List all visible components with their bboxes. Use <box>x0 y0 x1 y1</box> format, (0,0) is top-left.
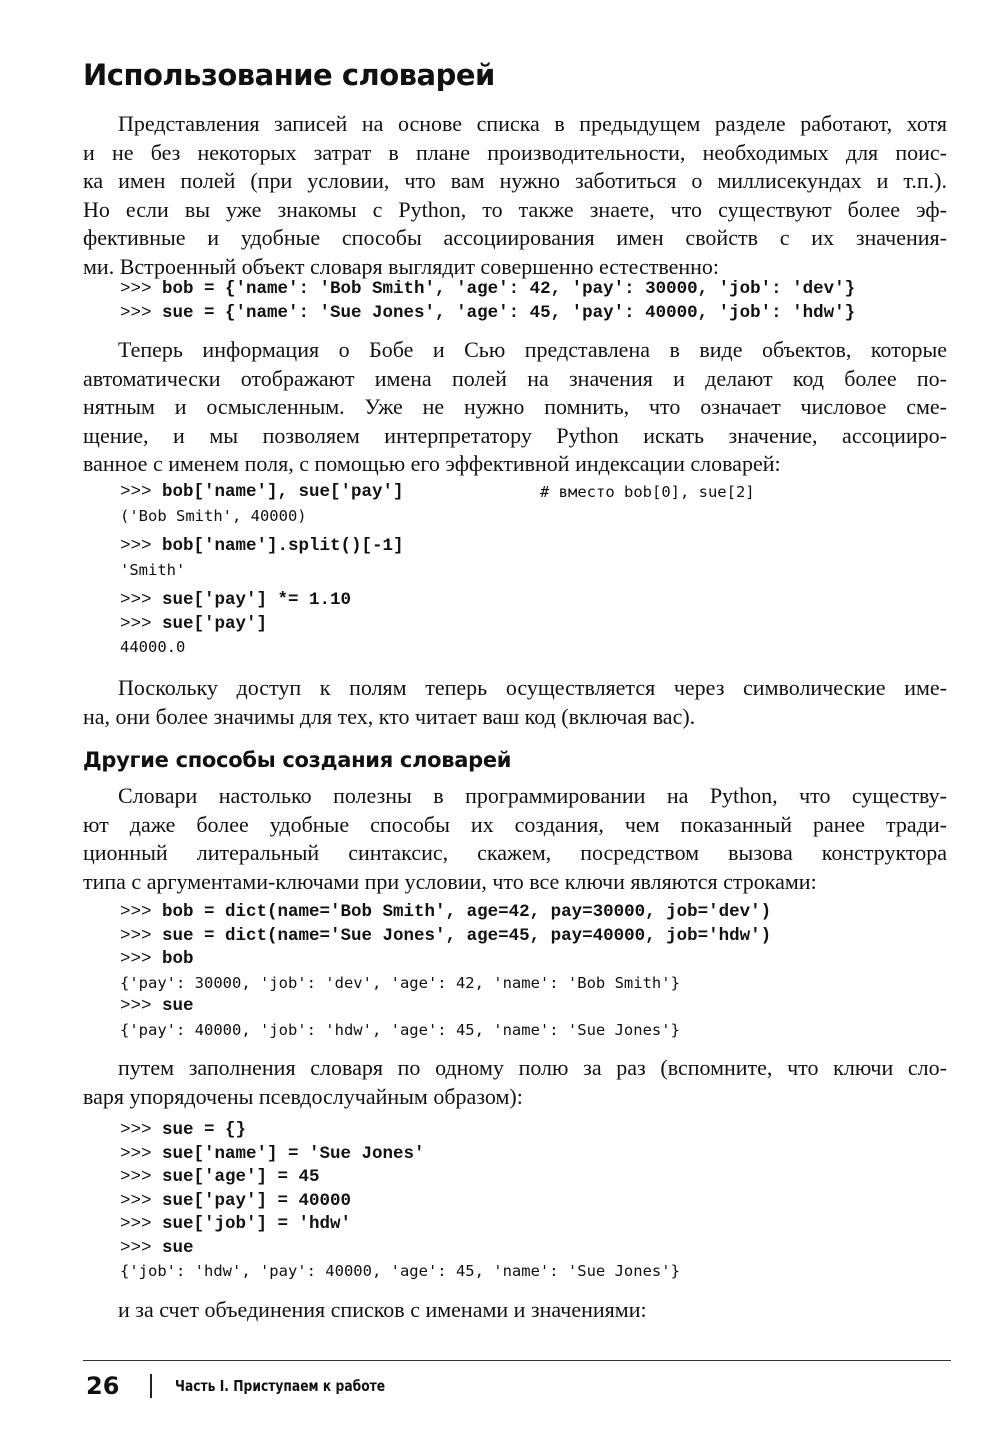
code-prompt: >>> <box>120 996 163 1016</box>
code-prompt: >>> <box>120 302 163 323</box>
code-input: bob['name'], sue['pay'] <box>162 482 404 502</box>
code-prompt: >>> <box>120 482 163 502</box>
paragraph-line: Теперь информация о Бобе и Сью представлена в виде объектов, которые <box>118 337 947 362</box>
paragraph-line: Представления записей на основе списка в предыдущем разделе работают, хотя <box>118 111 947 136</box>
code-block <box>120 278 855 325</box>
paragraph-line: и не без некоторых затрат в плане производительности, необходимых для поис- <box>83 139 947 165</box>
paragraph <box>83 336 947 479</box>
code-output: ('Bob Smith', 40000) <box>120 506 307 525</box>
paragraph-line: путем заполнения словаря по одному полю за раз (вспомните, что ключи сло- <box>118 1055 947 1080</box>
code-prompt: >>> <box>120 1214 163 1234</box>
paragraph <box>83 1054 947 1111</box>
code-input-line <box>120 535 404 559</box>
code-prompt: >>> <box>120 1190 163 1211</box>
code-input: sue = dict(name='Sue Jones', age=45, pay=40000, job='hdw') <box>162 925 772 946</box>
code-prompt: >>> <box>120 902 163 922</box>
paragraph-line: варя упорядочены псевдослучайным образом): <box>83 1083 523 1109</box>
code-gap <box>120 528 404 535</box>
code-input-line <box>120 1213 680 1237</box>
code-output-line <box>120 636 404 660</box>
footer-divider <box>150 1374 152 1398</box>
section-heading: Использование словарей <box>83 58 495 92</box>
code-output-line <box>120 559 404 583</box>
subsection-heading: Другие способы создания словарей <box>83 748 512 772</box>
code-input-line <box>120 302 855 326</box>
code-input-line <box>120 589 404 613</box>
paragraph-line: Но если вы уже знакомы с Python, то также знаете, что существуют более эф- <box>83 196 947 222</box>
page-number: 26 <box>86 1372 120 1400</box>
paragraph-line: Словари настолько полезны в программировании на Python, что существу- <box>118 783 947 808</box>
code-block <box>120 1119 680 1284</box>
paragraph-line: на, они более значимы для тех, кто читает ваш код (включая вас). <box>83 703 696 729</box>
code-output-line <box>120 972 771 996</box>
paragraph <box>83 782 947 896</box>
code-prompt: >>> <box>120 949 163 969</box>
code-input-line <box>120 1190 680 1214</box>
code-input-line <box>120 1119 680 1143</box>
paragraph-line: ют даже более удобные способы их создания, чем показанный ранее тради- <box>83 811 947 837</box>
code-input: sue <box>162 1237 194 1258</box>
code-input-line <box>120 278 855 302</box>
code-gap <box>120 582 404 589</box>
code-prompt: >>> <box>120 1120 163 1140</box>
paragraph-line: и за счет объединения списков с именами и значениями: <box>118 1297 647 1322</box>
code-output: {'pay': 30000, 'job': 'dev', 'age': 42, 'name': 'Bob Smith'} <box>120 973 680 992</box>
code-input-line <box>120 901 771 925</box>
code-input: bob <box>162 949 194 969</box>
code-input: sue['age'] = 45 <box>162 1167 320 1187</box>
code-prompt: >>> <box>120 279 163 299</box>
code-input-line <box>120 1143 680 1167</box>
code-input-line <box>120 1237 680 1261</box>
code-input: sue = {} <box>162 1120 247 1140</box>
code-input-line <box>120 1166 680 1190</box>
paragraph <box>83 674 947 731</box>
code-input: sue['pay'] <box>162 613 268 634</box>
code-input: sue <box>162 996 194 1016</box>
code-input-line <box>120 948 771 972</box>
code-input: bob = {'name': 'Bob Smith', 'age': 42, 'pay': 30000, 'job': 'dev'} <box>162 279 856 299</box>
paragraph-line: ка имен полей (при условии, что вам нужно заботиться о миллисекундах и т.п.). <box>83 168 947 194</box>
code-prompt: >>> <box>120 613 163 634</box>
code-prompt: >>> <box>120 536 163 556</box>
code-output-line <box>120 1260 680 1284</box>
paragraph <box>83 1296 947 1325</box>
code-input: sue['pay'] *= 1.10 <box>162 590 352 610</box>
footer-part-title: Часть I. Приступаем к работе <box>175 1377 386 1395</box>
paragraph-line: щение, и мы позволяем интерпретатору Python искать значение, ассоцииро- <box>83 422 947 448</box>
code-input-line <box>120 613 404 637</box>
code-prompt: >>> <box>120 1143 163 1164</box>
paragraph <box>83 110 947 282</box>
code-output: 'Smith' <box>120 560 186 579</box>
footer-rule <box>83 1360 951 1361</box>
paragraph-line: типа с аргументами-ключами при условии, что все ключи являются строками: <box>83 868 817 894</box>
code-block <box>120 901 771 1042</box>
code-comment: # вместо bob[0], sue[2] <box>540 483 755 501</box>
code-output: 44000.0 <box>120 638 186 656</box>
code-output-line <box>120 1019 771 1043</box>
paragraph-line: нятным и осмысленным. Уже не нужно помнить, что означает числовое сме- <box>83 394 947 420</box>
paragraph-line: автоматически отображают имена полей на значения и делают код более по- <box>83 365 947 391</box>
code-input-line <box>120 925 771 949</box>
paragraph-line: ционный литеральный синтаксис, скажем, посредством вызова конструктора <box>83 840 947 866</box>
paragraph-line: ванное с именем поля, с помощью его эффективной индексации словарей: <box>83 451 781 477</box>
code-output: {'pay': 40000, 'job': 'hdw', 'age': 45, 'name': 'Sue Jones'} <box>120 1020 680 1039</box>
code-input: bob['name'].split()[-1] <box>162 536 404 556</box>
code-input: sue['job'] = 'hdw' <box>162 1214 352 1234</box>
code-block <box>120 481 755 660</box>
code-output-line <box>120 505 404 529</box>
code-output: {'job': 'hdw', 'pay': 40000, 'age': 45, 'name': 'Sue Jones'} <box>120 1262 680 1280</box>
paragraph-line: фективные и удобные способы ассоциирования имен свойств с их значения- <box>83 225 947 251</box>
code-prompt: >>> <box>120 925 163 946</box>
code-input-line <box>120 995 771 1019</box>
code-input: sue['pay'] = 40000 <box>162 1190 352 1211</box>
code-prompt: >>> <box>120 590 163 610</box>
code-input-line <box>120 481 755 505</box>
code-input: sue = {'name': 'Sue Jones', 'age': 45, 'pay': 40000, 'job': 'hdw'} <box>162 302 856 323</box>
code-prompt: >>> <box>120 1167 163 1187</box>
code-prompt: >>> <box>120 1237 163 1258</box>
paragraph-line: Поскольку доступ к полям теперь осуществляется через символические име- <box>118 675 947 700</box>
paragraph-line: ми. Встроенный объект словаря выглядит совершенно естественно: <box>83 253 720 279</box>
code-input: bob = dict(name='Bob Smith', age=42, pay=30000, job='dev') <box>162 902 772 922</box>
code-input: sue['name'] = 'Sue Jones' <box>162 1143 425 1164</box>
